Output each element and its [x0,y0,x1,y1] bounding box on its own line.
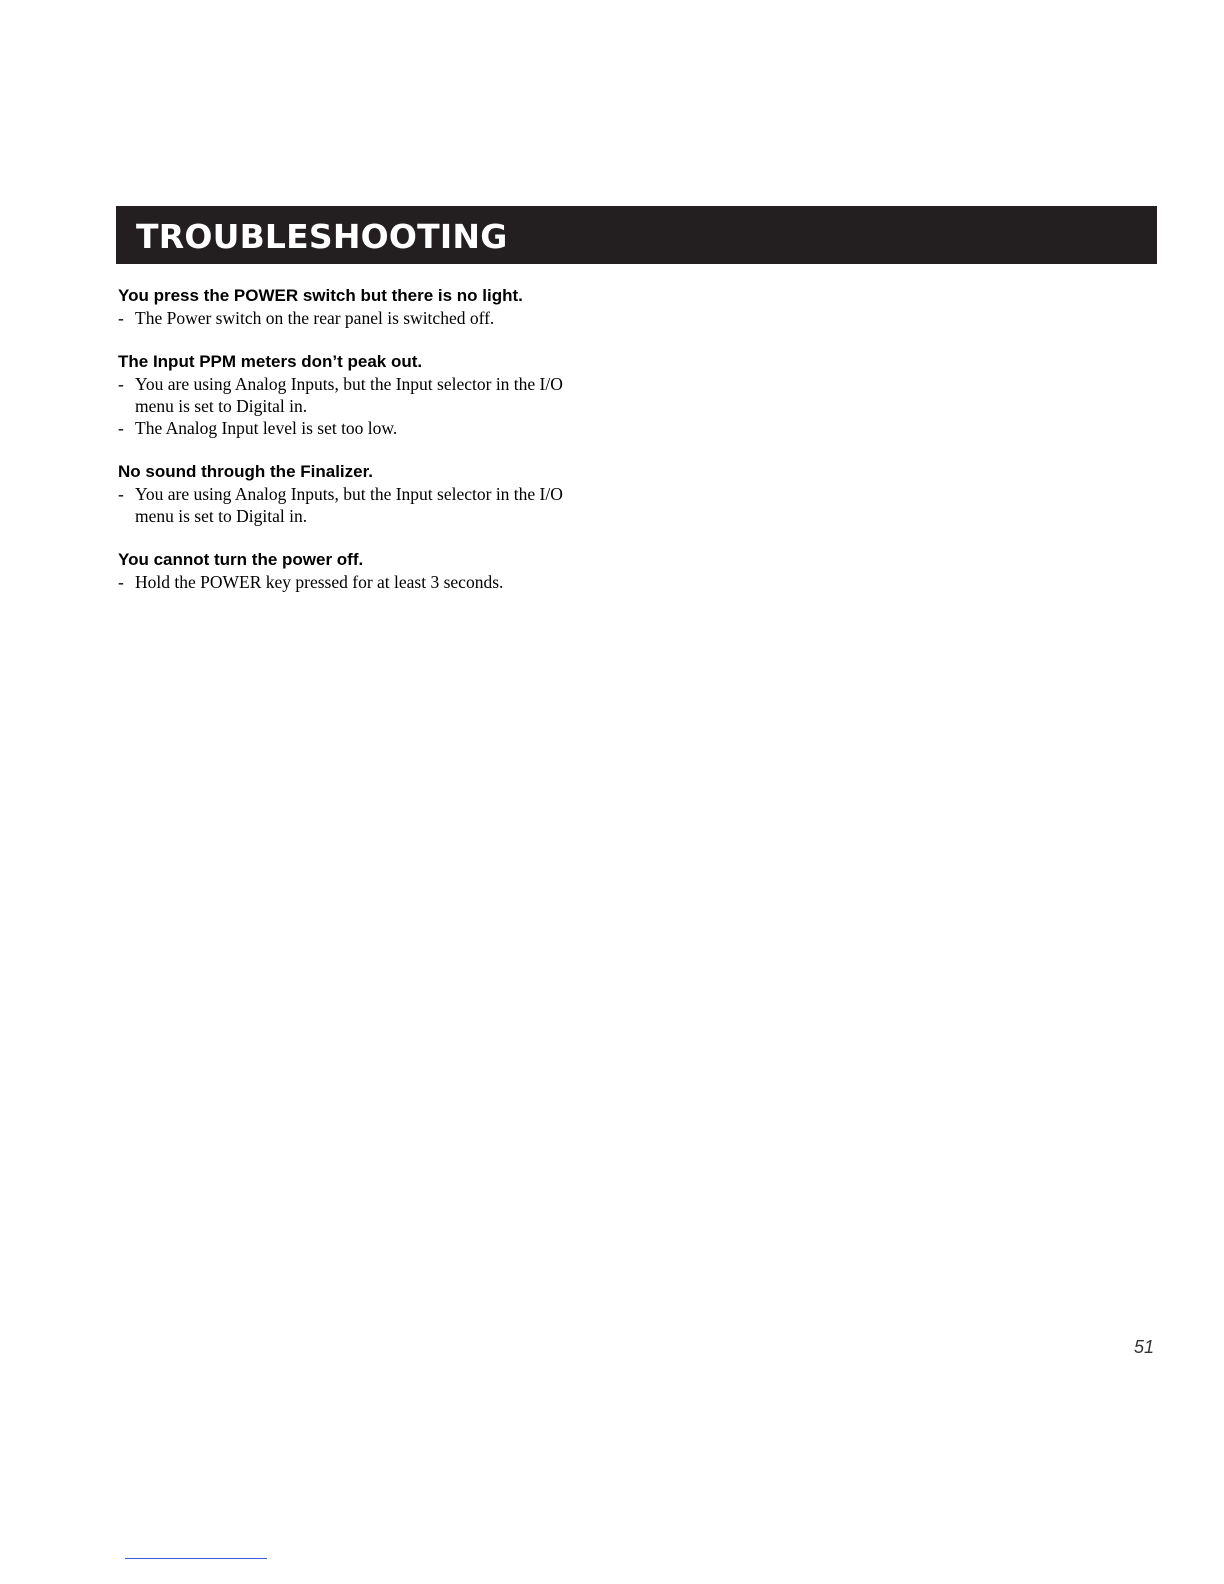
item-text-line: You are using Analog Inputs, but the Input selector in the I/O [135,484,563,504]
footer-link-underline [125,1558,267,1559]
troubleshooting-section-ppm-meters [118,351,638,439]
section-heading: No sound through the Finalizer. [118,462,373,481]
list-dash: - [118,484,124,504]
section-heading: You cannot turn the power off. [118,550,364,569]
section-heading: You press the POWER switch but there is no light. [118,286,523,305]
troubleshooting-content [118,285,638,615]
list-item [118,483,638,527]
list-item [118,571,638,593]
list-item [118,307,638,329]
list-item [118,417,638,439]
item-text-line: menu is set to Digital in. [135,506,308,526]
page-number: 51 [1133,1337,1154,1357]
item-text-line: You are using Analog Inputs, but the Input selector in the I/O [135,374,563,394]
list-dash: - [118,374,124,394]
troubleshooting-section-power-off [118,549,638,593]
list-dash: - [118,572,124,592]
list-item [118,373,638,417]
item-text-line: The Power switch on the rear panel is switched off. [135,308,495,328]
troubleshooting-section-no-sound [118,461,638,527]
section-heading: The Input PPM meters don’t peak out. [118,352,423,371]
page-title: TROUBLESHOOTING [136,216,508,256]
troubleshooting-section-no-light [118,285,638,329]
item-text-line: Hold the POWER key pressed for at least 3 seconds. [135,572,504,592]
item-text-line: The Analog Input level is set too low. [135,418,398,438]
list-dash: - [118,418,124,438]
list-dash: - [118,308,124,328]
section-header-bar [116,206,1157,264]
item-text-line: menu is set to Digital in. [135,396,308,416]
